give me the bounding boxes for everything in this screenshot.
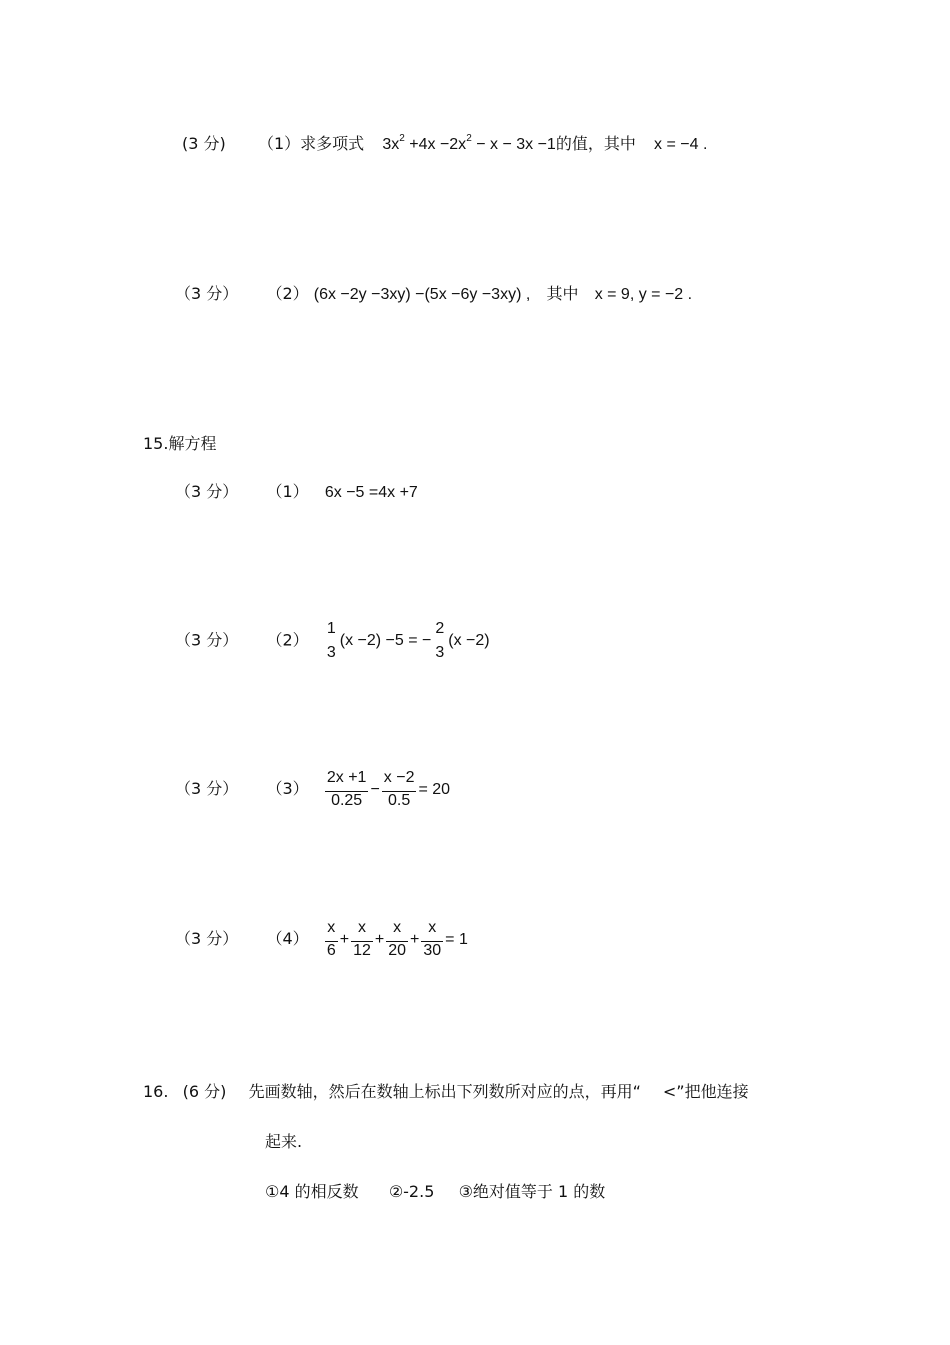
instruction-text: 其中 <box>546 284 579 303</box>
q15-part2 <box>175 620 490 662</box>
score: （3 分） <box>175 630 239 650</box>
score: （3 分） <box>175 284 239 303</box>
fraction: $\frac{x}{30}$ <box>423 919 442 959</box>
condition: x = 9, y = −2 . <box>594 286 693 303</box>
polynomial-expression: $3x^2 +4x -2x^2 - x - 3x -1$ <box>382 133 556 153</box>
q14-part1 <box>182 134 707 155</box>
fraction: $\frac{x -2}{0.5}$ <box>383 769 415 809</box>
instruction-text: 的值，其中 <box>555 134 636 153</box>
score: (6 分) <box>182 1082 227 1101</box>
condition: x = −4 . <box>654 136 708 153</box>
q15-title: 15.解方程 <box>143 434 217 453</box>
fraction: 1 3 <box>326 620 336 661</box>
question-text: 先画数轴，然后在数轴上标出下列数所对应的点，再用“ <box>248 1082 641 1101</box>
part-label: （2） <box>266 630 309 650</box>
equation: 6x −5 =4x +7 <box>324 484 418 501</box>
fraction: 2 3 <box>435 620 445 661</box>
equation: 1 3 (x −2) −5 = − 2 3 (x −2) <box>326 620 490 661</box>
score: （3 分） <box>175 929 239 949</box>
score: （3 分） <box>175 482 239 501</box>
part-label: （2） <box>266 284 309 303</box>
q16-items <box>265 1182 605 1202</box>
question-number: 16. <box>143 1082 169 1101</box>
q15-part3 <box>175 769 450 810</box>
expression: (6x −2y −3xy) −(5x −6y −3xy) , <box>313 286 531 303</box>
q14-part2 <box>175 284 692 305</box>
item-1: ①4 的相反数 <box>265 1182 359 1201</box>
fraction: $\frac{x}{20}$ <box>388 919 407 959</box>
fraction: $\frac{2x +1}{0.25}$ <box>326 769 367 809</box>
score: （3 分） <box>175 779 239 799</box>
less-than-symbol: < <box>662 1082 677 1101</box>
fraction: $\frac{x}{6}$ <box>326 919 336 959</box>
q15-part4 <box>175 919 468 960</box>
part-label: （4） <box>266 929 309 949</box>
part-label: （1）求多项式 <box>257 134 365 153</box>
item-3: ③绝对值等于 1 的数 <box>458 1182 606 1201</box>
part-label: （3） <box>266 779 309 799</box>
q16-line2: 起来. <box>265 1132 303 1151</box>
q16-line1 <box>143 1082 749 1102</box>
equation: $\frac{2x +1}{0.25}$ − $\frac{x -2}{0.5}$ = 20 <box>326 769 451 809</box>
fraction: $\frac{x}{12}$ <box>353 919 371 959</box>
question-text-cont: ”把他连接 <box>676 1082 749 1101</box>
part-label: （1） <box>266 482 309 501</box>
q15-part1 <box>175 482 418 503</box>
equation: $\frac{x}{6}$ + $\frac{x}{12}$ + $\frac{x}{20}$ + $\frac{x}{30}$ = 1 <box>326 919 468 959</box>
item-2: ②-2.5 <box>388 1182 435 1201</box>
score: (3 分) <box>182 134 226 153</box>
